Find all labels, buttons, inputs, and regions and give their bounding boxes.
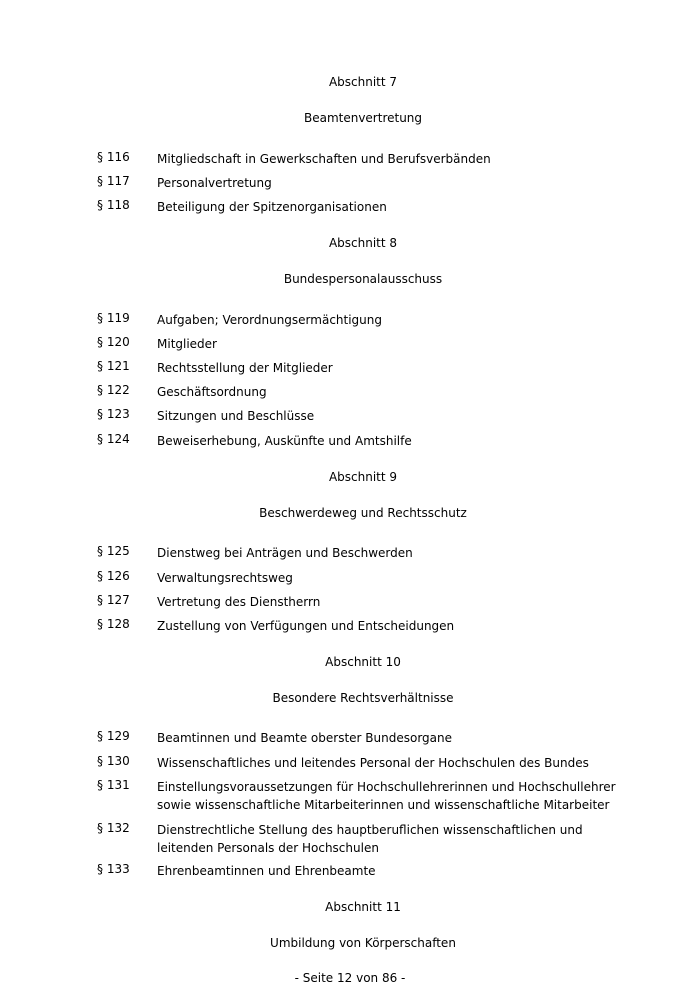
section-title: Beschwerdeweg und Rechtsschutz [259,506,467,520]
section-heading: Abschnitt 10 [325,655,401,669]
paragraph-title: Personalvertretung [157,176,272,190]
section-title: Beamtenvertretung [303,111,423,125]
paragraph-title: Dienstrechtliche Stellung des hauptberuflichen wissenschaftlichen und leitenden Personals der Hochschulen [157,823,583,855]
paragraph-number: § 121 [97,359,130,373]
paragraph-number: § 117 [97,174,130,188]
paragraph-number: § 120 [97,335,130,349]
paragraph-title: Vertretung des Dienstherrn [157,595,321,609]
paragraph-title: Wissenschaftliches und leitendes Personal der Hochschulen des Bundes [157,756,589,770]
paragraph-title: Geschäftsordnung [157,385,267,399]
section-title: Umbildung von Körperschaften [270,936,456,950]
paragraph-title: Zustellung von Verfügungen und Entscheidungen [157,619,455,633]
section-heading: Abschnitt 9 [328,470,398,484]
paragraph-title: Beweiserhebung, Auskünfte und Amtshilfe [157,434,412,448]
paragraph-title: Ehrenbeamtinnen und Ehrenbeamte [157,864,376,878]
paragraph-title: Mitglieder [157,337,217,351]
paragraph-number: § 123 [97,407,130,421]
paragraph-number: § 116 [97,150,130,164]
paragraph-number: § 132 [97,821,130,835]
paragraph-number: § 130 [97,754,130,768]
paragraph-title: Sitzungen und Beschlüsse [157,409,315,423]
paragraph-number: § 126 [97,569,130,583]
paragraph-number: § 127 [97,593,130,607]
paragraph-number: § 122 [97,383,130,397]
paragraph-number: § 119 [97,311,130,325]
paragraph-title: Verwaltungsrechtsweg [157,571,293,585]
paragraph-number: § 124 [97,432,130,446]
section-title: Besondere Rechtsverhältnisse [272,691,454,705]
paragraph-number: § 131 [97,778,130,792]
section-title: Bundespersonalausschuss [283,272,443,286]
paragraph-title: Aufgaben; Verordnungsermächtigung [157,313,383,327]
paragraph-number: § 118 [97,198,130,212]
paragraph-number: § 129 [97,729,130,743]
paragraph-title: Einstellungsvoraussetzungen für Hochschullehrerinnen und Hochschullehrer sowie wissenschaftliche Mitarbeiterinnen und wissenschaftliche Mitarbeiter [157,780,616,812]
paragraph-title: Rechtsstellung der Mitglieder [157,361,333,375]
section-heading: Abschnitt 7 [328,75,398,89]
section-heading: Abschnitt 8 [328,236,398,250]
paragraph-number: § 128 [97,617,130,631]
paragraph-title: Dienstweg bei Anträgen und Beschwerden [157,546,413,560]
paragraph-title: Beamtinnen und Beamte oberster Bundesorgane [157,731,452,745]
paragraph-number: § 133 [97,862,130,876]
paragraph-number: § 125 [97,544,130,558]
paragraph-title: Beteiligung der Spitzenorganisationen [157,200,387,214]
paragraph-title: Mitgliedschaft in Gewerkschaften und Berufsverbänden [157,152,491,166]
page-footer: - Seite 12 von 86 - [294,971,406,985]
section-heading: Abschnitt 11 [325,900,401,914]
